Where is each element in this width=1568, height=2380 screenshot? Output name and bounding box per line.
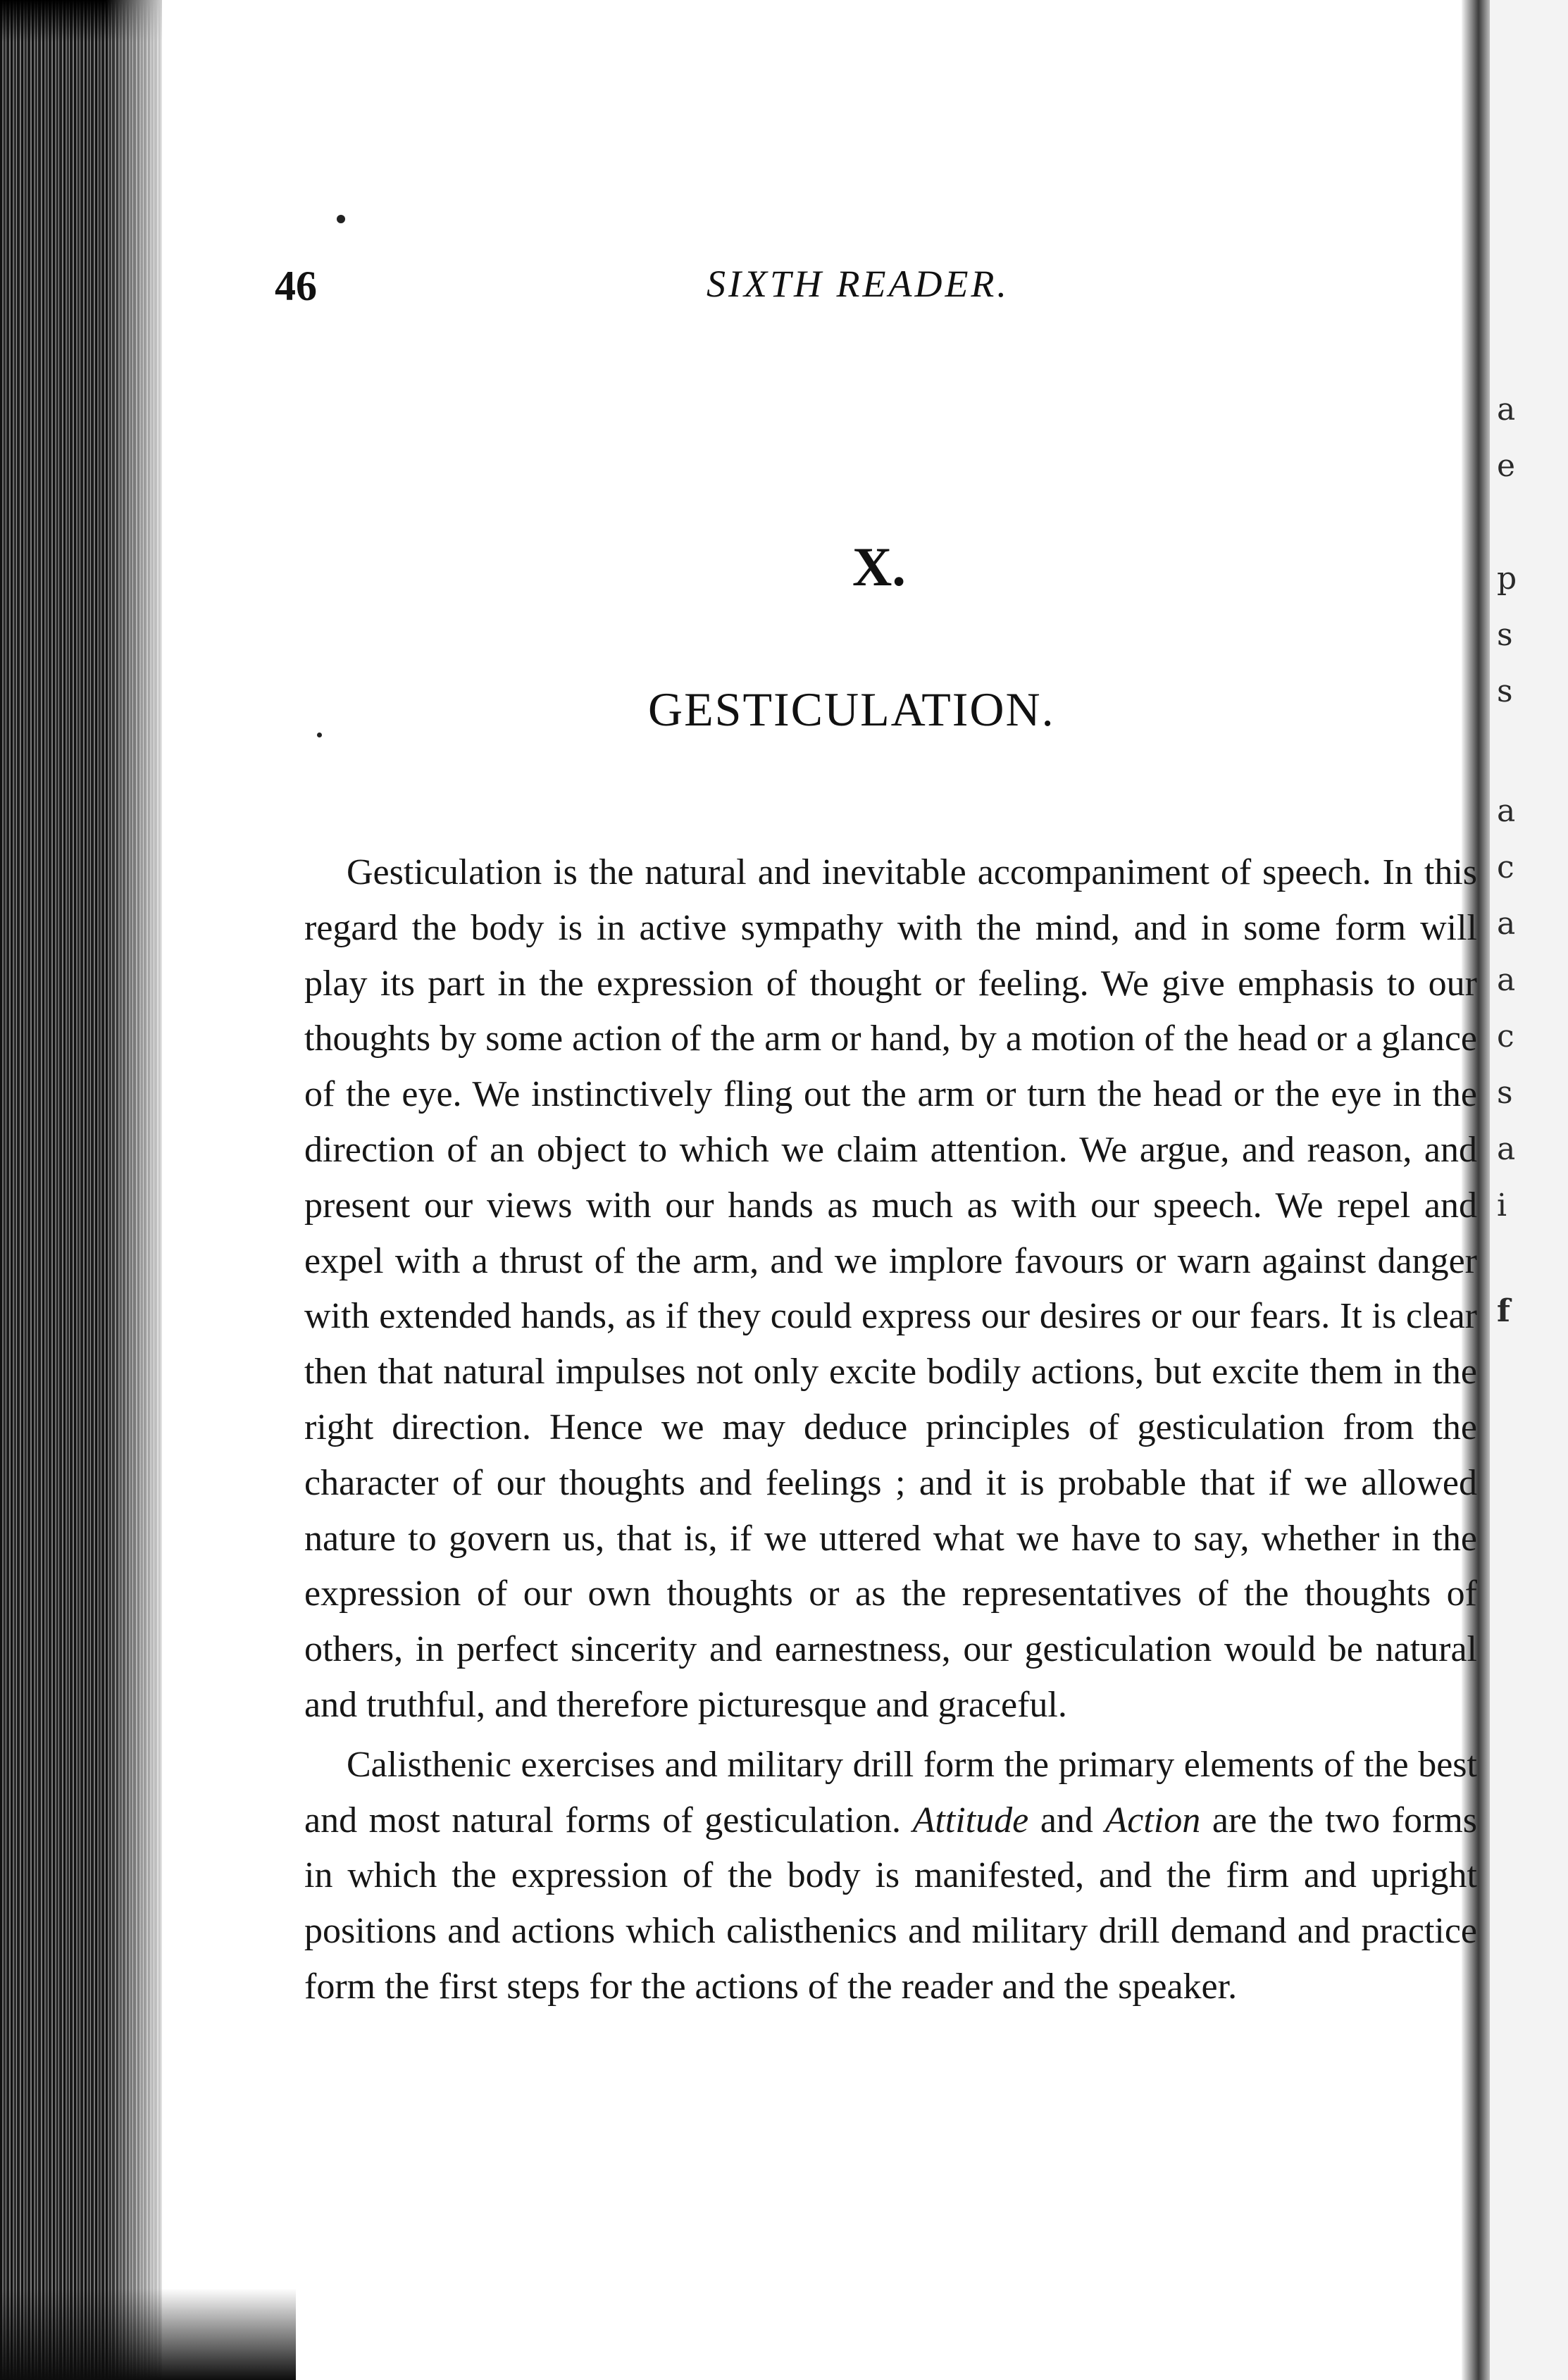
- facing-page-letter: s: [1497, 617, 1513, 653]
- facing-page: [1490, 0, 1568, 2380]
- facing-page-letter: a: [1497, 962, 1516, 998]
- facing-page-letter: a: [1497, 1131, 1516, 1167]
- paragraph-text: are the two forms in which the expression of the body is manifested, and the firm and upright positions and actions which calisthenics and military drill demand and practice form the first steps for the actions of the reader and the speaker.: [304, 1800, 1478, 2007]
- gutter-shadow-bottom: [0, 2288, 296, 2380]
- facing-page-letter: p: [1497, 561, 1517, 597]
- facing-page-letter: c: [1497, 849, 1514, 885]
- paragraph: [304, 845, 1477, 1733]
- facing-page-letter: s: [1497, 1075, 1513, 1111]
- facing-page-letter: i: [1497, 1188, 1507, 1223]
- facing-page-letter: e: [1497, 448, 1516, 484]
- facing-page-letter: s: [1497, 673, 1513, 709]
- paragraph: [304, 1738, 1477, 2015]
- ink-speck: [337, 215, 345, 223]
- emphasis-term: Attitude: [912, 1800, 1029, 1840]
- facing-page-letter: a: [1497, 392, 1516, 428]
- paragraph-text: Gesticulation is the natural and inevitable accompaniment of speech. In this regard the body is in active sympathy with the mind, and in some form will play its part in the expression of thought or feeling. We give emphasis to our thoughts by some action of the arm or hand, by a motion of the head or a glance of the eye. We instinctively fling out the arm or turn the head or the eye in the direction of an object to which we claim attention. We argue, and reason, and present our views with our hands as much as with our speech. We repel and expel with a thrust of the arm, and we implore favours or warn against danger with extended hands, as if they could express our desires or our fears. It is clear then that natural impulses not only excite bodily actions, but excite them in the right direction. Hence we may deduce principles of gesticulation from the character of our thoughts and feelings ; and it is probable that if we allowed nature to govern us, that is, if we uttered what we have to say, whether in the expression of our own thoughts or as the representatives of the thoughts of others, in perfect sincerity and earnestness, our gesticulation would be natural and truthful, and therefore picturesque and graceful.: [304, 852, 1477, 1725]
- body-text: [304, 845, 1477, 2015]
- page-number: 46: [275, 263, 317, 309]
- facing-page-letter: c: [1497, 1018, 1514, 1054]
- emphasis-term: Action: [1105, 1800, 1201, 1840]
- paragraph-text: and: [1040, 1800, 1093, 1840]
- chapter-number: X.: [852, 536, 906, 597]
- ink-speck: [317, 733, 322, 737]
- paragraph-text: Calisthenic exercises and military drill form the primary elements of the best and most natural forms of gesticulation.: [304, 1744, 1477, 1840]
- running-head: SIXTH READER.: [707, 263, 1009, 305]
- facing-page-letter: a: [1497, 793, 1516, 829]
- facing-page-letter: f: [1497, 1293, 1510, 1329]
- chapter-title: GESTICULATION.: [648, 683, 1055, 736]
- facing-page-letter: a: [1497, 906, 1516, 942]
- gutter-fade: [106, 0, 190, 2380]
